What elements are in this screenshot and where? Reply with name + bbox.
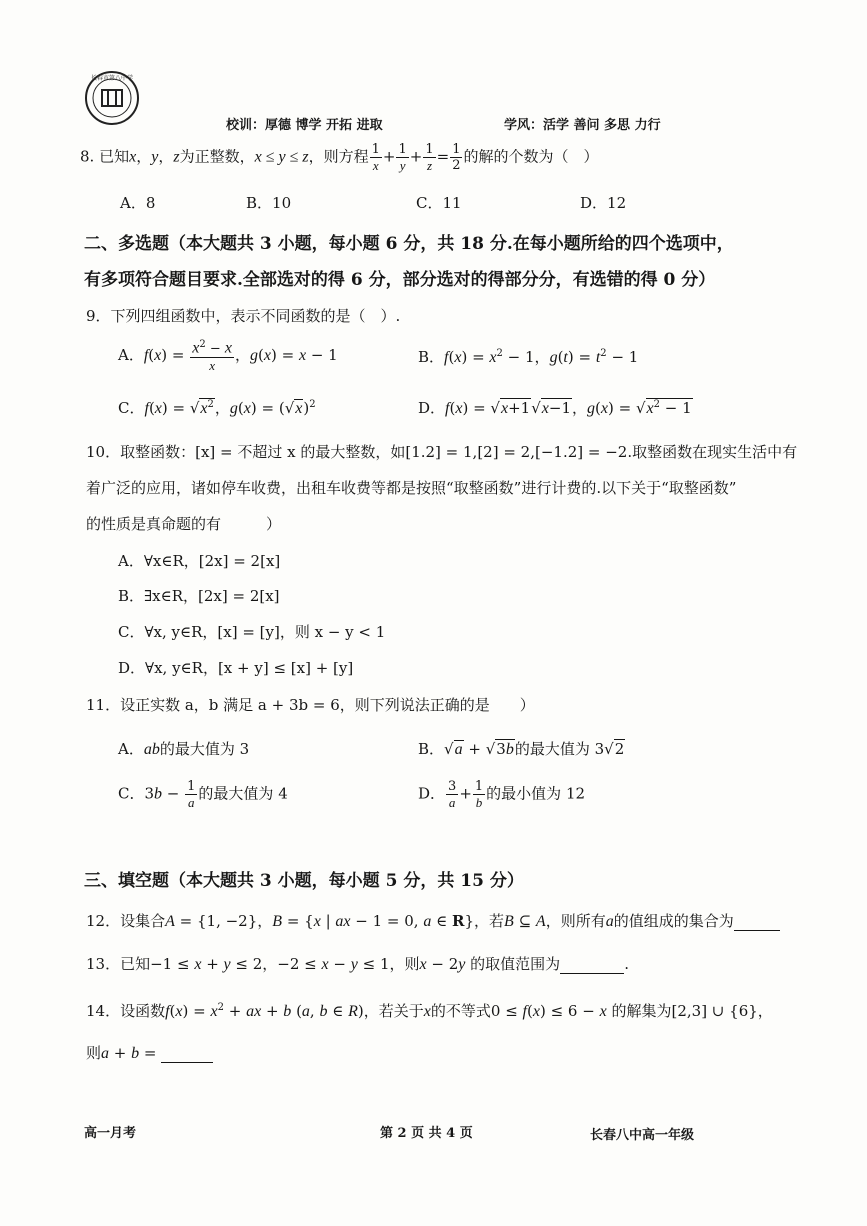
q11-option-d: D． $\frac{3}{a}$ + $\frac{1}{b}$ 的最小值为 12 <box>418 779 586 810</box>
question-10-stem-3: 的性质是真命题的有 ） <box>86 515 282 533</box>
svg-text:长春市第八中学: 长春市第八中学 <box>90 75 134 82</box>
q8-option-a: A．8 <box>120 194 156 212</box>
q10-option-b: B．∃x∈R，[2x] = 2[x] <box>118 587 280 605</box>
question-12: 12．设集合A = {1, −2}，B = {x | ax − 1 = 0, a ∈ R}，若B ⊆ A，则所有a的值组成的集合为 <box>86 910 780 931</box>
section-2-heading-cont: 有多项符合题目要求.全部选对的得 6 分，部分选对的得部分分，有选错的得 0 分） <box>84 270 716 290</box>
study-motto: 学风：活学 善问 多思 力行 <box>504 118 661 133</box>
school-motto: 校训：厚德 博学 开拓 进取 <box>226 118 383 133</box>
q8-option-b: B．10 <box>246 194 292 212</box>
school-seal-logo <box>84 70 140 126</box>
q11-option-a: A．ab的最大值为 3 <box>118 740 250 758</box>
q10-option-a: A．∀x∈R，[2x] = 2[x] <box>118 552 281 570</box>
section-3-heading: 三、填空题（本大题共 3 小题，每小题 5 分，共 15 分） <box>84 871 524 891</box>
question-14-cont: 则a + b = <box>86 1042 213 1063</box>
question-11-stem: 11．设正实数 a，b 满足 a + 3b = 6，则下列说法正确的是 ） <box>86 696 535 714</box>
q8-option-c: C．11 <box>416 194 462 212</box>
q10-option-d: D．∀x, y∈R，[x + y] ≤ [x] + [y] <box>118 659 354 677</box>
question-14: 14．设函数$f(x) = x^2$ + ax + b (a, b ∈ R)，若关于x的不等式0 ≤ f(x) ≤ 6 − x 的解集为[2,3] ∪ {6}， <box>86 1002 773 1020</box>
q9-option-a: A．f(x) = $\frac{x^2 - x}{x}$ ，g(x) = x − 1 <box>118 339 338 374</box>
q10-option-c: C．∀x, y∈R，[x] = [y]，则 x − y < 1 <box>118 623 386 641</box>
footer-page-number: 第 2 页 共 4 页 <box>380 1126 473 1141</box>
q8-option-d: D．12 <box>580 194 627 212</box>
question-10-stem-2: 着广泛的应用，诸如停车收费，出租车收费等都是按照“取整函数”进行计费的.以下关于“取整函数” <box>86 479 737 497</box>
section-2-heading: 二、多选题（本大题共 3 小题，每小题 6 分，共 18 分.在每小题所给的四个选项中， <box>84 234 734 254</box>
question-10-stem-1: 10．取整函数：[x] = 不超过 x 的最大整数，如[1.2] = 1,[2] = 2,[−1.2] = −2.取整函数在现实生活中有 <box>86 443 798 461</box>
q9-option-c: C．$f(x) = √x^2$，$g(x) = (√x)^2$ <box>118 399 316 417</box>
question-13: 13．已知−1 ≤ x + y ≤ 2，−2 ≤ x − y ≤ 1，则x − 2y 的取值范围为 . <box>86 955 629 973</box>
q11-option-b: B．√a + √3b的最大值为 3√2 <box>418 740 625 758</box>
question-8-stem: 8. 已知x，y，z为正整数，x ≤ y ≤ z，则方程 $\frac{1}{x}$ + $\frac{1}{y}$ + $\frac{1}{z}$ = $\frac{1}{2}$ 的解的个数为（ ） <box>80 142 599 173</box>
q11-option-c: C．3b − $\frac{1}{a}$ 的最大值为 4 <box>118 779 288 810</box>
question-9-stem: 9．下列四组函数中，表示不同函数的是（ ）. <box>86 307 401 325</box>
q9-option-d: D．f(x) = √x+1√x−1，$g(x) = √x^2 - 1$ <box>418 399 692 417</box>
q9-option-b: B．$f(x) = x^2 - 1$，$g(t) = t^2 - 1$ <box>418 348 639 366</box>
footer-exam-name: 高一月考 <box>84 1126 137 1141</box>
footer-school: 长春八中高一年级 <box>590 1128 695 1143</box>
